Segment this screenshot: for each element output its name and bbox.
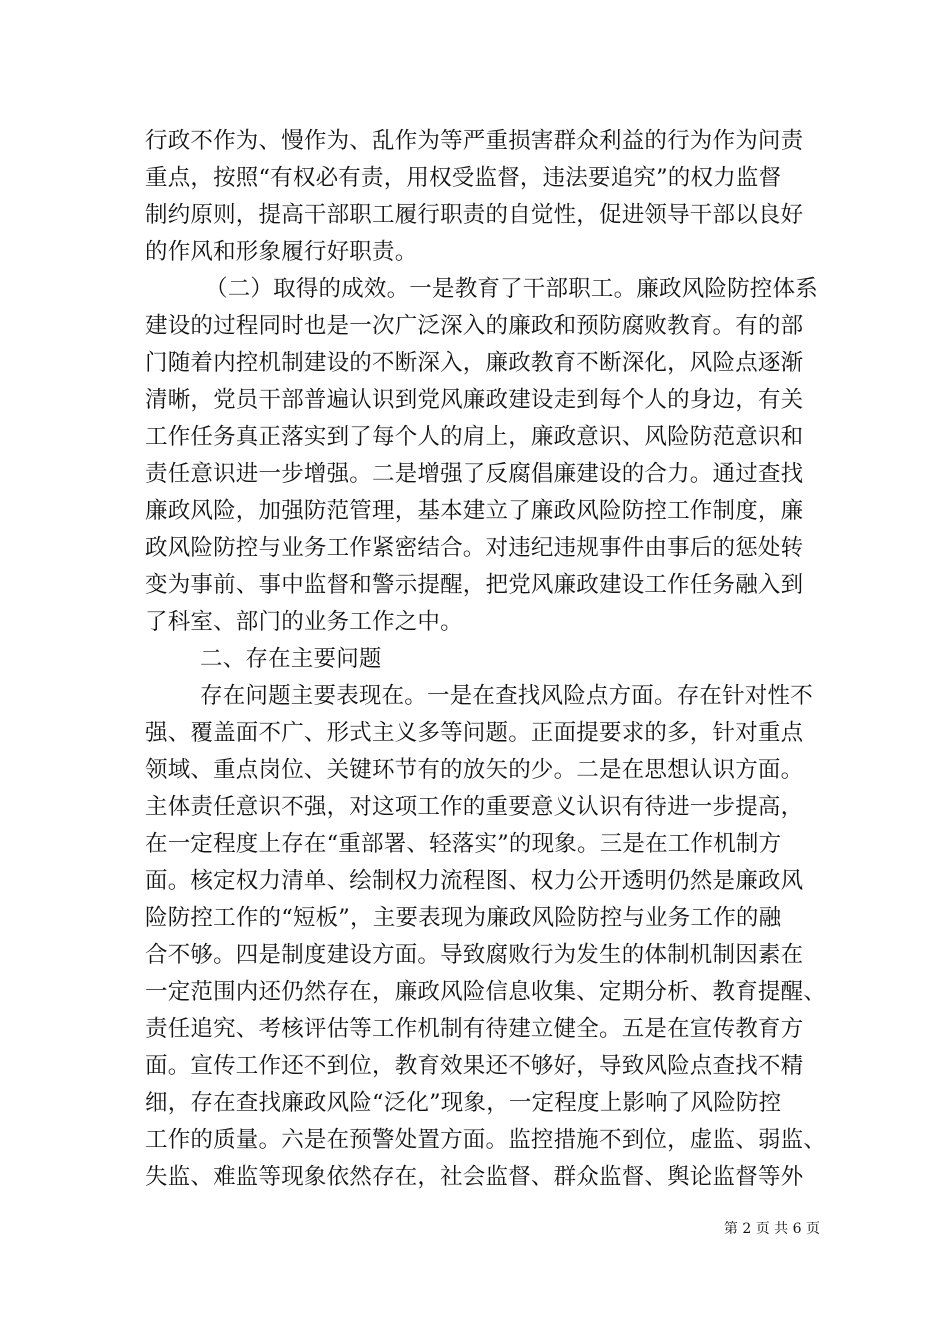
text-line: 领域、重点岗位、关键环节有的放矢的少。二是在思想认识方面。	[145, 757, 804, 783]
text-line: 责任意识进一步增强。二是增强了反腐倡廉建设的合力。通过查找	[145, 461, 804, 487]
text-line: 主体责任意识不强，对这项工作的重要意义认识有待进一步提高，	[145, 794, 804, 820]
text-line: 强、覆盖面不广、形式主义多等问题。正面提要求的多，针对重点	[145, 720, 804, 746]
text-line: 工作任务真正落实到了每个人的肩上，廉政意识、风险防范意识和	[145, 424, 804, 450]
text-line: 了科室、部门的业务工作之中。	[145, 609, 463, 635]
text-line: 面。核定权力清单、绘制权力流程图、权力公开透明仍然是廉政风	[145, 868, 804, 894]
text-line: 存在问题主要表现在。一是在查找风险点方面。存在针对性不	[200, 683, 813, 709]
section-heading-achievements: （二）取得的成效。一是教育了干部职工。廉政风险防控体系	[205, 276, 818, 302]
text-line: 合不够。四是制度建设方面。导致腐败行为发生的体制机制因素在	[145, 942, 804, 968]
text-line: 在一定程度上存在“重部署、轻落实”的现象。三是在工作机制方	[145, 831, 782, 857]
text-line: 制约原则，提高干部职工履行职责的自觉性，促进领导干部以良好	[145, 202, 804, 228]
text-line: 险防控工作的“短板”，主要表现为廉政风险防控与业务工作的融	[145, 905, 782, 931]
text-line: 清晰，党员干部普遍认识到党风廉政建设走到每个人的身边，有关	[145, 387, 804, 413]
text-line: 工作的质量。六是在预警处置方面。监控措施不到位，虚监、弱监、	[145, 1127, 827, 1153]
text-line: 一定范围内还仍然存在，廉政风险信息收集、定期分析、教育提醒、	[145, 979, 827, 1005]
text-line: 门随着内控机制建设的不断深入，廉政教育不断深化，风险点逐渐	[145, 350, 804, 376]
text-line: 的作风和形象履行好职责。	[145, 239, 418, 265]
text-line: 面。宣传工作还不到位，教育效果还不够好，导致风险点查找不精	[145, 1053, 804, 1079]
text-line: 细，存在查找廉政风险“泛化”现象，一定程度上影响了风险防控	[145, 1090, 782, 1116]
text-line: 重点，按照“有权必有责，用权受监督，违法要追究”的权力监督	[145, 165, 782, 191]
text-line: 廉政风险，加强防范管理，基本建立了廉政风险防控工作制度，廉	[145, 498, 804, 524]
page-number: 第 2 页 共 6 页	[723, 1221, 820, 1237]
text-line: 变为事前、事中监督和警示提醒，把党风廉政建设工作任务融入到	[145, 572, 804, 598]
text-line: 行政不作为、慢作为、乱作为等严重损害群众利益的行为作为问责	[145, 128, 804, 154]
text-line: 责任追究、考核评估等工作机制有待建立健全。五是在宣传教育方	[145, 1016, 804, 1042]
text-line: 政风险防控与业务工作紧密结合。对违纪违规事件由事后的惩处转	[145, 535, 804, 561]
section-heading-problems: 二、存在主要问题	[200, 646, 382, 672]
text-line: 建设的过程同时也是一次广泛深入的廉政和预防腐败教育。有的部	[145, 313, 804, 339]
text-line: 失监、难监等现象依然存在，社会监督、群众监督、舆论监督等外	[145, 1164, 804, 1190]
